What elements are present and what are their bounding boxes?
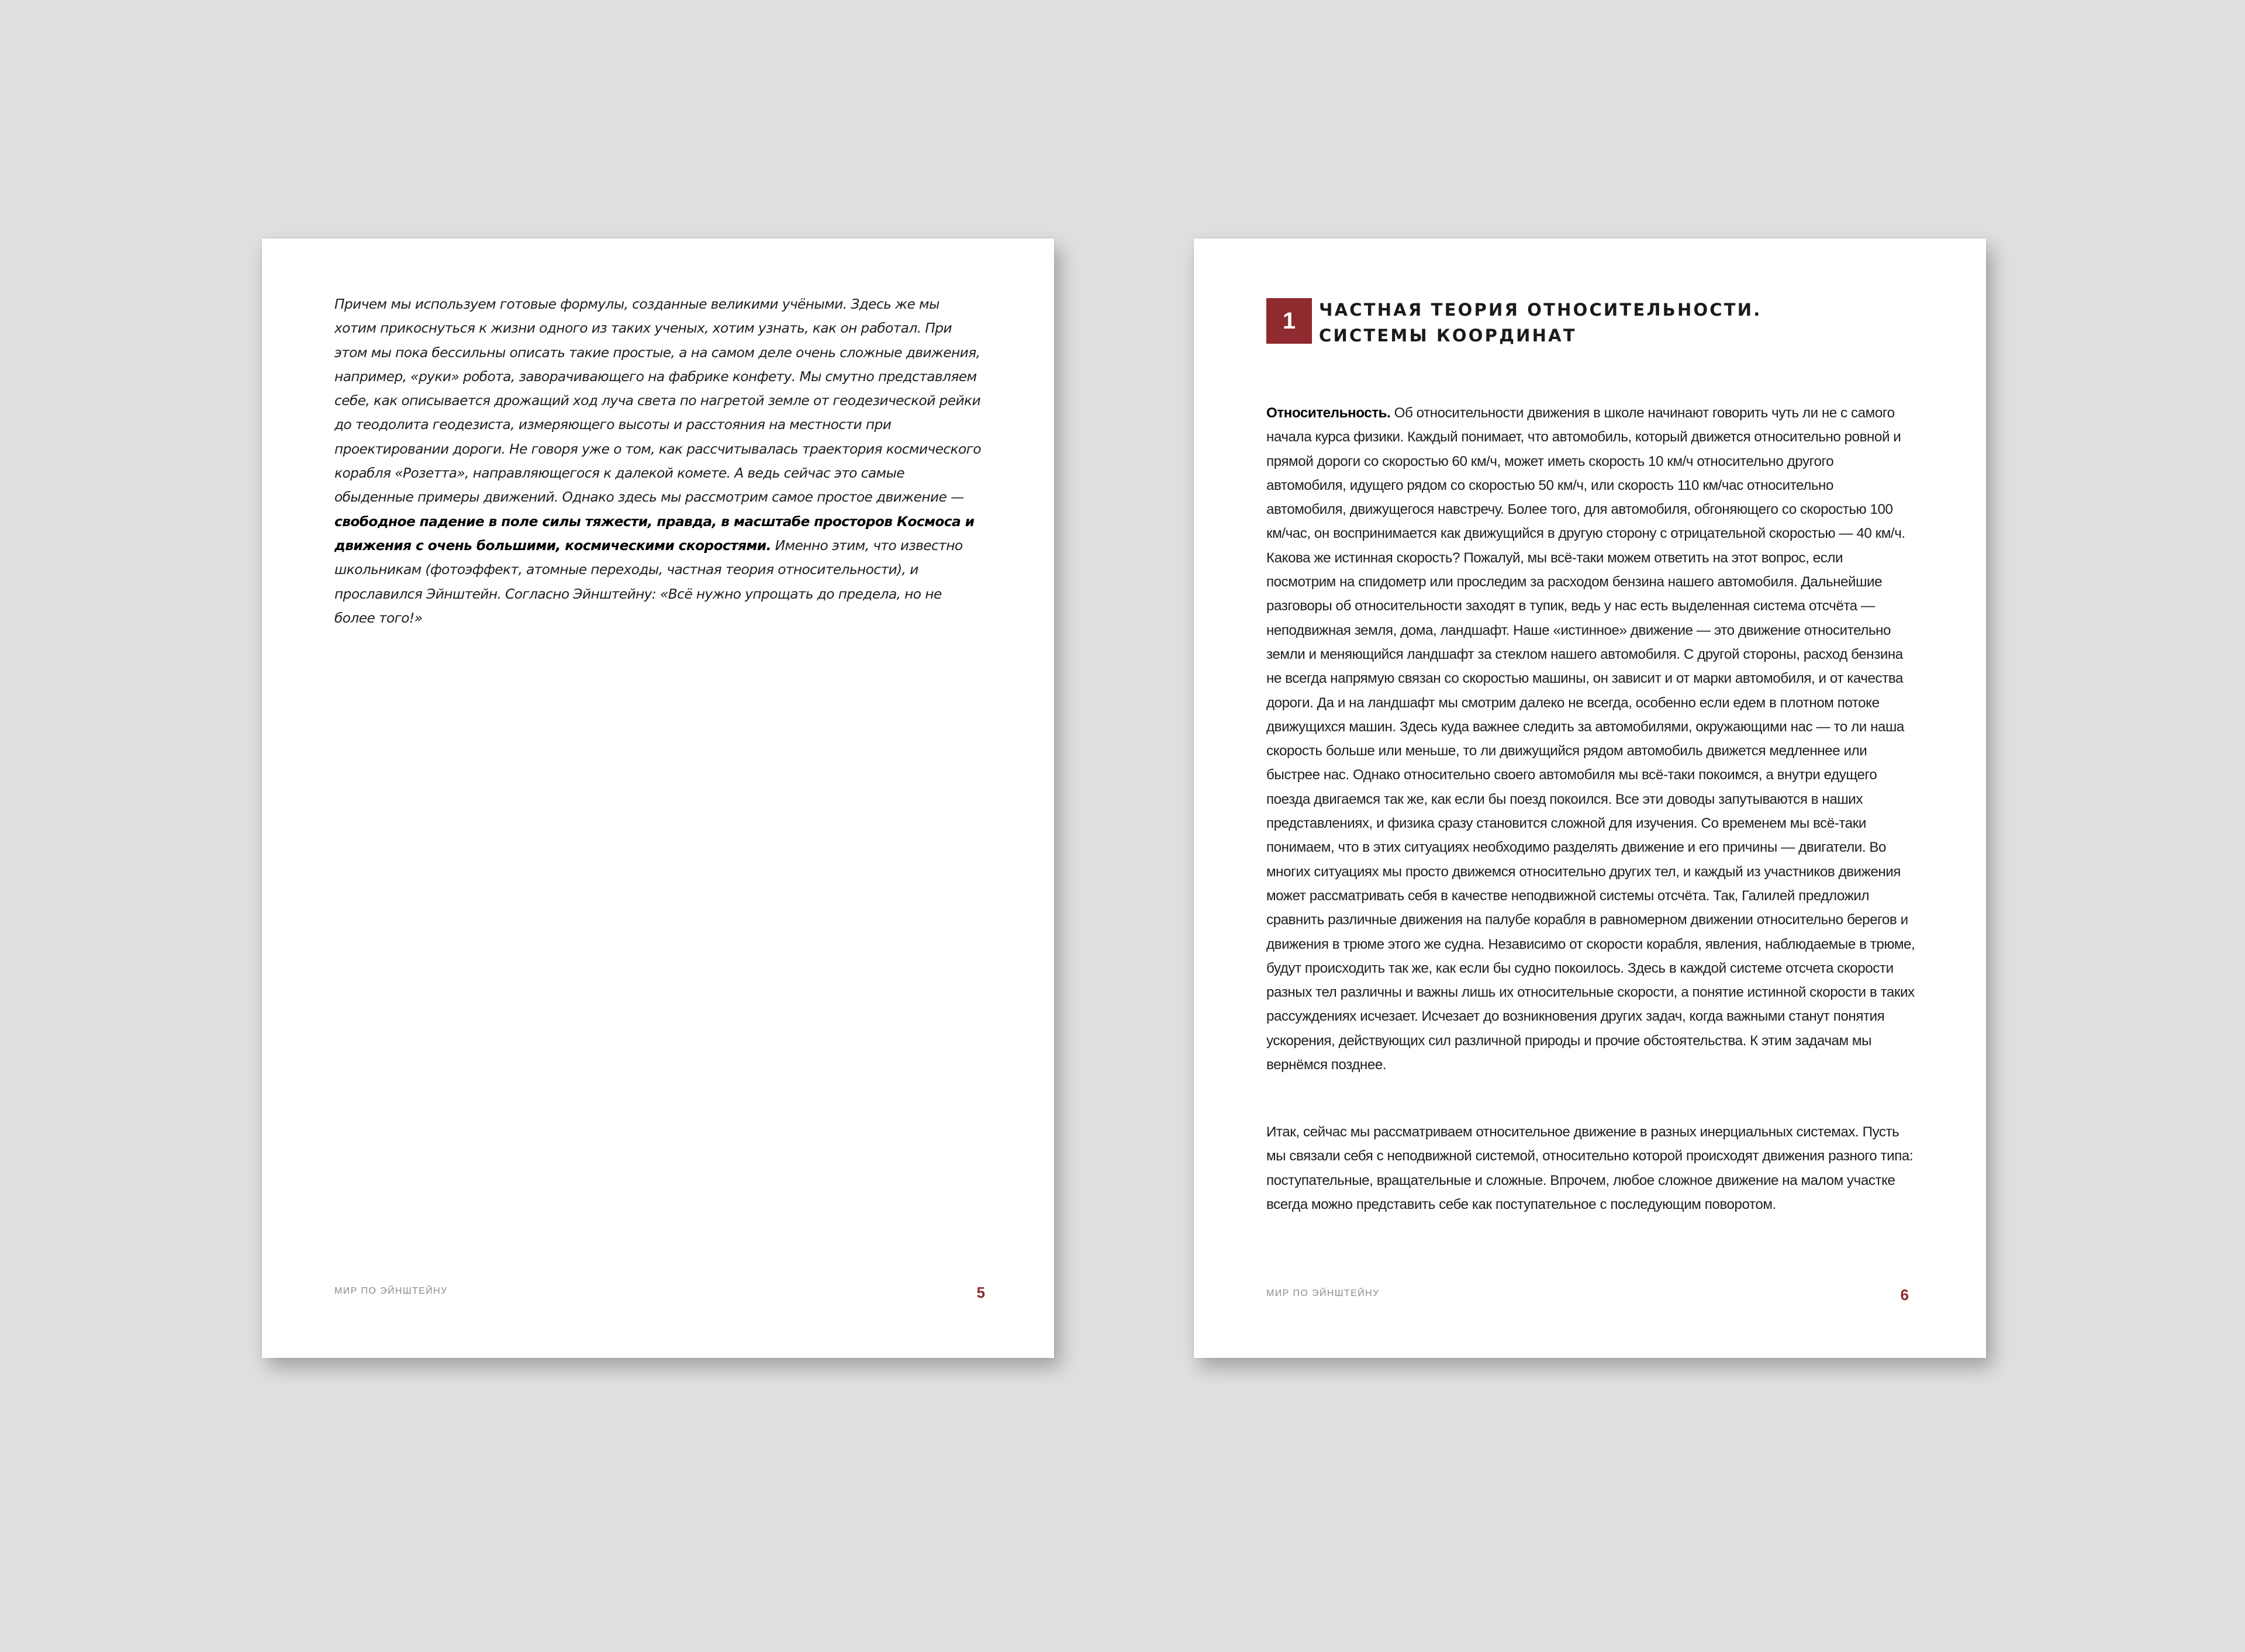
right-page: [1194, 239, 1986, 1358]
chapter-title-line-1: ЧАСТНАЯ ТЕОРИЯ ОТНОСИТЕЛЬНОСТИ.: [1319, 300, 1762, 320]
page-number: 5: [976, 1284, 985, 1301]
body-paragraph-1: [1266, 401, 1915, 1077]
intro-text-part1: Причем мы используем готовые формулы, созданные великими учёными. Здесь же мы хотим прикоснуться к жизни одного из таких ученых, хотим узнать, как он работал. При этом мы пока бессильны описать такие простые, а на самом деле очень сложные движения, например, «руки» робота, заворачивающего на фабрике конфету. Мы смутно представляем себе, как описывается дрожащий ход луча света по нагретой земле от геодезической рейки до теодолита геодезиста, измеряющего высоты и расстояния на местности при проектировании дороги. Не говоря уже о том, как рассчитывалась траектория космического корабля «Розетта», направляющегося к далекой комете. А ведь сейчас это самые обыденные примеры движений. Однако здесь мы рассмотрим самое простое движение —: [334, 296, 981, 506]
intro-text-part2: Именно этим, что известно школьникам (фотоэффект, атомные переходы, частная теория относительности), и прославился Эйнштейн. Согласно Эйнштейну: «Всё нужно упрощать до предела, но не более того!»: [334, 537, 963, 626]
running-head: МИР ПО ЭЙНШТЕЙНУ: [334, 1286, 448, 1296]
page-number: 6: [1900, 1286, 1909, 1304]
running-head: МИР ПО ЭЙНШТЕЙНУ: [1266, 1288, 1380, 1298]
intro-text-bold: свободное падение в поле силы тяжести, правда, в масштабе просторов Космоса и движения с очень большими, космическими скоростями.: [334, 513, 975, 554]
chapter-number-badge: 1: [1266, 298, 1312, 344]
chapter-title: [1319, 297, 1845, 348]
left-page: [262, 239, 1054, 1358]
paragraph-1-text: Об относительности движения в школе начинают говорить чуть ли не с самого начала курса физики. Каждый понимает, что автомобиль, который движется относительно ровной и прямой дороги со скоростью 60 км/ч, может иметь скорость 10 км/ч относительно другого автомобиля, идущего рядом со скоростью 50 км/ч, или скорость 110 км/час относительно автомобиля, движущегося навстречу. Более того, для автомобиля, обгоняющего со скоростью 100 км/час, он воспринимается как движущийся в другую сторону с отрицательной скоростью — 40 км/ч. Какова же истинная скорость? Пожалуй, мы всё-таки можем ответить на этот вопрос, если посмотрим на спидометр или проследим за расходом бензина нашего автомобиля. Дальнейшие разговоры об относительности заходят в тупик, ведь у нас есть выделенная система отсчёта — неподвижная земля, дома, ландшафт. Наше «истинное» движение — это движение относительно земли и меняющийся ландшафт за стеклом нашего автомобиля. С другой стороны, расход бензина не всегда напрямую связан со скоростью машины, он зависит и от марки автомобиля, и от качества дороги. Да и на ландшафт мы смотрим далеко не всегда, особенно если едем в плотном потоке движущихся машин. Здесь куда важнее следить за автомобилями, окружающими нас — то ли наша скорость больше или меньше, то ли движущийся рядом автомобиль движется медленнее или быстрее нас. Однако относительно своего автомобиля мы всё-таки покоимся, а внутри едущего поезда двигаемся так же, как если бы поезд покоился. Все эти доводы запутываются в наших представлениях, и физика сразу становится сложной для изучения. Со временем мы всё-таки понимаем, что в этих ситуациях необходимо разделять движение и его причины — двигатели. Во многих ситуациях мы просто движемся относительно других тел, и каждый из участников движения может рассматривать себя в качестве неподвижной системы отсчёта. Так, Галилей предложил сравнить различные движения на палубе корабля в равномерном движении относительно берегов и движения в трюме этого же судна. Независимо от скорости корабля, явления, наблюдаемые в трюме, будут происходить так же, как если бы судно покоилось. Здесь в каждой системе отсчета скорости разных тел различны и важны лишь их относительные скорости, а понятие истинной скорости в таких рассуждениях исчезает. Исчезает до возникновения других задач, когда важными станут понятия ускорения, действующих сил различной природы и прочие обстоятельства. К этим задачам мы вернёмся позднее.: [1266, 405, 1915, 1073]
body-paragraph-2: Итак, сейчас мы рассматриваем относительное движение в разных инерциальных системах. Пусть мы связали себя с неподвижной системой, относительно которой происходят движения разного типа: поступательные, вращательные и сложные. Впрочем, любое сложное движение на малом участке всегда можно представить себе как поступательное с последующим поворотом.: [1266, 1124, 1914, 1212]
paragraph-lead-in: Относительность.: [1266, 405, 1391, 421]
intro-paragraph: [334, 292, 983, 630]
chapter-title-line-2: СИСТЕМЫ КООРДИНАТ: [1319, 326, 1577, 345]
